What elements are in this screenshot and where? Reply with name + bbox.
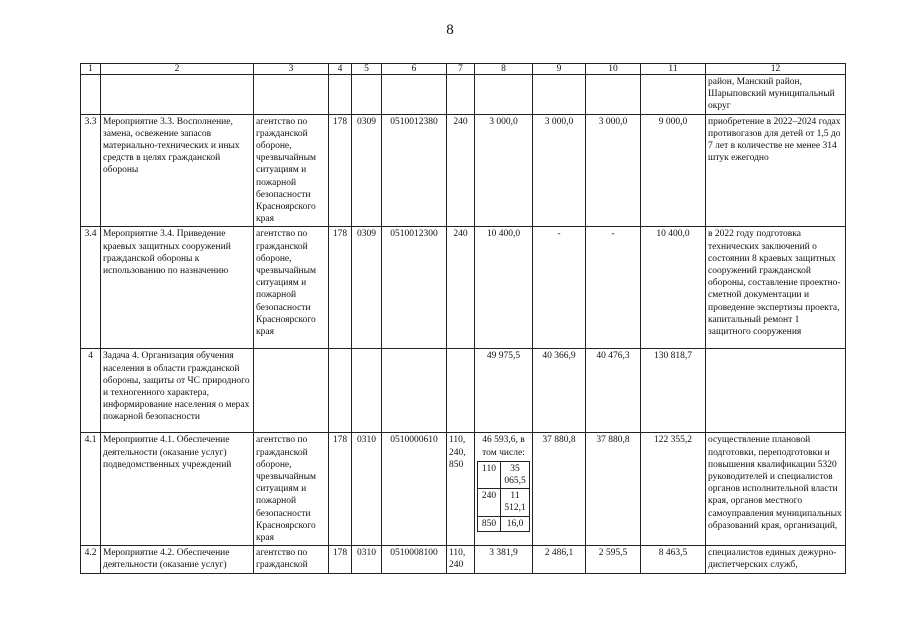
col-header-4: 4 [329, 64, 352, 75]
row-grbs: 178 [329, 546, 352, 573]
table-row [81, 227, 846, 349]
col-header-3: 3 [254, 64, 329, 75]
row-year-1 [475, 433, 533, 546]
col-header-2: 2 [101, 64, 254, 75]
row-total [641, 75, 706, 115]
breakdown-code: 110 [478, 461, 501, 488]
row-number: 3.3 [81, 114, 101, 227]
col-header-9: 9 [533, 64, 586, 75]
row-total: 8 463,5 [641, 546, 706, 573]
row-vr: 240 [447, 114, 475, 227]
col-header-5: 5 [352, 64, 382, 75]
row-rzpr: 0309 [352, 114, 382, 227]
row-year-1: 3 381,9 [475, 546, 533, 573]
row-agency [254, 349, 329, 433]
row-name: Мероприятие 4.1. Обеспечение деятельности (оказание услуг) подведомственных учреждений [101, 433, 254, 546]
breakdown-row [478, 489, 530, 516]
breakdown-row [478, 461, 530, 488]
row-year-2: 3 000,0 [533, 114, 586, 227]
col-header-11: 11 [641, 64, 706, 75]
table-row [81, 349, 846, 433]
row-year-3: 3 000,0 [586, 114, 641, 227]
row-csr [382, 75, 447, 115]
row-year-3: 37 880,8 [586, 433, 641, 546]
row-csr [382, 349, 447, 433]
row-grbs [329, 349, 352, 433]
row-number: 3.4 [81, 227, 101, 349]
row-total: 130 818,7 [641, 349, 706, 433]
row-total: 122 355,2 [641, 433, 706, 546]
row-vr: 240 [447, 227, 475, 349]
row-result: приобретение в 2022–2024 годах противогазов для детей от 1,5 до 7 лет в количестве не менее 314 штук ежегодно [706, 114, 846, 227]
row-csr: 0510008100 [382, 546, 447, 573]
row-result: осуществление плановой подготовки, переподготовки и повышения квалификации 5320 руководителей и специалистов органов исполнительной власти края, органов местного самоуправления муниципальных образований края, организаций, [706, 433, 846, 546]
row-name: Мероприятие 3.3. Восполнение, замена, освежение запасов материально-технических и иных средств в целях гражданской обороны [101, 114, 254, 227]
row-year-2: 40 366,9 [533, 349, 586, 433]
row-year-1: 3 000,0 [475, 114, 533, 227]
row-year-2: 37 880,8 [533, 433, 586, 546]
row-csr: 0510012300 [382, 227, 447, 349]
row-year-3: 40 476,3 [586, 349, 641, 433]
row-number: 4 [81, 349, 101, 433]
row-result: в 2022 году подготовка технических заключений о состоянии 8 краевых защитных сооружений гражданской обороны, составление проектно-сметной документации и проведение экспертизы проекта, капитальный ремонт 1 защитного сооружения [706, 227, 846, 349]
row-year-3 [586, 75, 641, 115]
row-csr: 0510000610 [382, 433, 447, 546]
row-name: Мероприятие 4.2. Обеспечение деятельности (оказание услуг) [101, 546, 254, 573]
table-row [81, 433, 846, 546]
row-rzpr: 0310 [352, 433, 382, 546]
row-grbs: 178 [329, 433, 352, 546]
row-vr [447, 349, 475, 433]
row-rzpr: 0309 [352, 227, 382, 349]
table-row [81, 114, 846, 227]
page-number: 8 [446, 22, 454, 38]
row-year-1: 49 975,5 [475, 349, 533, 433]
col-header-1: 1 [81, 64, 101, 75]
row-year-1 [475, 75, 533, 115]
row-vr: 110, 240, 850 [447, 433, 475, 546]
row-grbs [329, 75, 352, 115]
row-year-1-total: 46 593,6, в том числе: [482, 435, 525, 458]
col-header-12: 12 [706, 64, 846, 75]
expense-breakdown [477, 461, 530, 532]
row-year-1: 10 400,0 [475, 227, 533, 349]
col-header-10: 10 [586, 64, 641, 75]
row-name: Мероприятие 3.4. Приведение краевых защитных сооружений гражданской обороны к использованию по назначению [101, 227, 254, 349]
row-number [81, 75, 101, 115]
breakdown-value: 16,0 [501, 516, 530, 531]
header-row [81, 64, 846, 75]
table-row [81, 546, 846, 573]
row-total: 9 000,0 [641, 114, 706, 227]
breakdown-code: 850 [478, 516, 501, 531]
row-grbs: 178 [329, 114, 352, 227]
breakdown-value: 11 512,1 [501, 489, 530, 516]
row-vr: 110, 240 [447, 546, 475, 573]
row-agency: агентство по гражданской обороне, чрезвычайным ситуациям и пожарной безопасности Красноярского края [254, 433, 329, 546]
col-header-7: 7 [447, 64, 475, 75]
row-number: 4.2 [81, 546, 101, 573]
row-rzpr [352, 349, 382, 433]
row-agency: агентство по гражданской обороне, чрезвычайным ситуациям и пожарной безопасности Красноярского края [254, 114, 329, 227]
row-year-3: - [586, 227, 641, 349]
row-grbs: 178 [329, 227, 352, 349]
row-agency: агентство по гражданской обороне, чрезвычайным ситуациям и пожарной безопасности Красноярского края [254, 227, 329, 349]
col-header-8: 8 [475, 64, 533, 75]
row-result [706, 349, 846, 433]
row-name [101, 75, 254, 115]
row-total: 10 400,0 [641, 227, 706, 349]
row-vr [447, 75, 475, 115]
table-row [81, 75, 846, 115]
row-csr: 0510012380 [382, 114, 447, 227]
row-result: специалистов единых дежурно-диспетчерских служб, [706, 546, 846, 573]
row-year-2 [533, 75, 586, 115]
row-year-2: 2 486,1 [533, 546, 586, 573]
row-year-2: - [533, 227, 586, 349]
row-result: район, Манский район, Шарыповский муниципальный округ [706, 75, 846, 115]
row-rzpr [352, 75, 382, 115]
row-agency [254, 75, 329, 115]
row-name: Задача 4. Организация обучения населения в области гражданской обороны, защиты от ЧС природного и техногенного характера, информирование населения о мерах пожарной безопасности [101, 349, 254, 433]
row-year-3: 2 595,5 [586, 546, 641, 573]
col-header-6: 6 [382, 64, 447, 75]
breakdown-value: 35 065,5 [501, 461, 530, 488]
row-agency: агентство по гражданской [254, 546, 329, 573]
row-rzpr: 0310 [352, 546, 382, 573]
breakdown-code: 240 [478, 489, 501, 516]
breakdown-row [478, 516, 530, 531]
row-number: 4.1 [81, 433, 101, 546]
program-table [80, 63, 846, 574]
